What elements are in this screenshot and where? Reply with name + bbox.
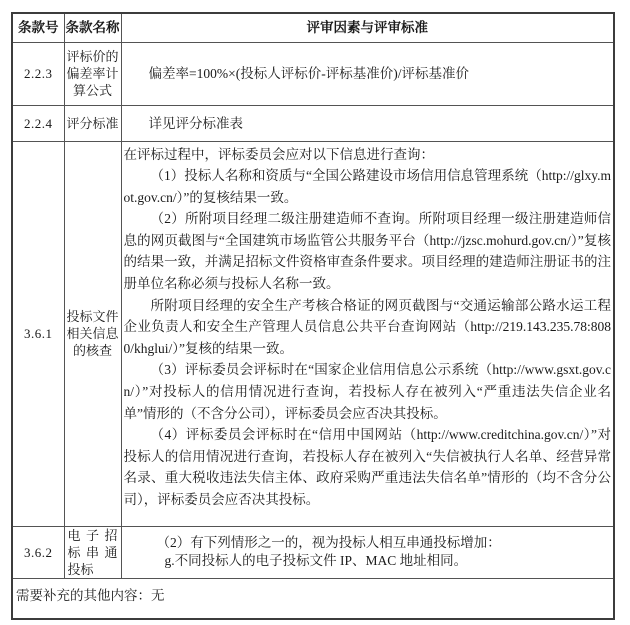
paragraph-item-3: （3）评标委员会评标时在“国家企业信用信息公示系统（http://www.gsxt.gov.cn/）”对投标人的信用情况进行查询，若投标人存在被列入“严重违法失信企业名单”情形的（不含分公司），评标委员会应否决其投标。 bbox=[123, 362, 611, 421]
paragraph-item-4: （4）评标委员会评标时在“信用中国网站（http://www.creditchina.gov.cn/）”对投标人的信用情况进行查询，若投标人存在被列入“失信被执行人名单、经营异常名录、重大税收违法失信主体、政府采购严重违法失信名单”情形的（均不含分公司），评标委员会应否决其投标。 bbox=[123, 427, 611, 507]
paragraph-query-intro: 在评标过程中，评标委员会应对以下信息进行查询： bbox=[123, 146, 434, 162]
criteria-content-2-2-4: 详见评分标准表 bbox=[121, 105, 614, 141]
clause-number-2-2-4: 2.2.4 bbox=[12, 105, 64, 141]
table-header-row bbox=[12, 13, 614, 42]
criteria-content-3-6-1 bbox=[121, 141, 614, 526]
criteria-content-3-6-2 bbox=[121, 526, 614, 578]
clause-name-3-6-1: 投标文件相关信息的核查 bbox=[64, 141, 121, 526]
clause-name-3-6-2: 电子招标串通投标 bbox=[64, 526, 121, 578]
criteria-text-block bbox=[124, 144, 612, 525]
clause-number-3-6-2: 3.6.2 bbox=[12, 526, 64, 578]
clause-name-2-2-4: 评分标准 bbox=[64, 105, 121, 141]
table-row-2-2-4 bbox=[12, 105, 614, 141]
table-footer-row bbox=[12, 578, 614, 619]
table-row-3-6-2 bbox=[12, 526, 614, 578]
paragraph-collusion-item-g: g.不同投标人的电子投标文件 IP、MAC 地址相同。 bbox=[164, 553, 468, 568]
header-criteria: 评审因素与评审标准 bbox=[121, 13, 614, 42]
header-clause-no: 条款号 bbox=[12, 13, 64, 42]
paragraph-item-1: （1）投标人名称和资质与“全国公路建设市场信用信息管理系统（http://glxy.mot.gov.cn/）”的复核结果一致。 bbox=[123, 168, 611, 205]
table-row-2-2-3 bbox=[12, 42, 614, 105]
evaluation-criteria-table bbox=[11, 12, 615, 620]
paragraph-safety-cert: 所附项目经理的安全生产考核合格证的网页截图与“交通运输部公路水运工程企业负责人和安全生产管理人员信息公共平台查询网站（http://219.143.235.78:8080/khglui/）”复核的结果一致。 bbox=[123, 297, 611, 356]
table-row-3-6-1 bbox=[12, 141, 614, 526]
supplementary-note: 需要补充的其他内容：无 bbox=[12, 578, 614, 619]
paragraph-collusion-intro: （2）有下列情形之一的，视为投标人相互串通投标增加： bbox=[156, 535, 501, 550]
header-clause-name: 条款名称 bbox=[64, 13, 121, 42]
collusion-text-block bbox=[122, 534, 614, 570]
clause-name-2-2-3: 评标价的偏差率计算公式 bbox=[64, 42, 121, 105]
clause-number-2-2-3: 2.2.3 bbox=[12, 42, 64, 105]
criteria-content-2-2-3: 偏差率=100%×(投标人评标价-评标基准价)/评标基准价 bbox=[121, 42, 614, 105]
clause-number-3-6-1: 3.6.1 bbox=[12, 141, 64, 526]
paragraph-item-2: （2）所附项目经理二级注册建造师不查询。所附项目经理一级注册建造师信息的网页截图与“全国建筑市场监管公共服务平台（http://jzsc.mohurd.gov.cn/）”复核的结果一致，并满足招标文件资格审查条件要求。项目经理的建造师注册证书的注册单位名称必须与投标人名称一致。 bbox=[123, 211, 611, 292]
